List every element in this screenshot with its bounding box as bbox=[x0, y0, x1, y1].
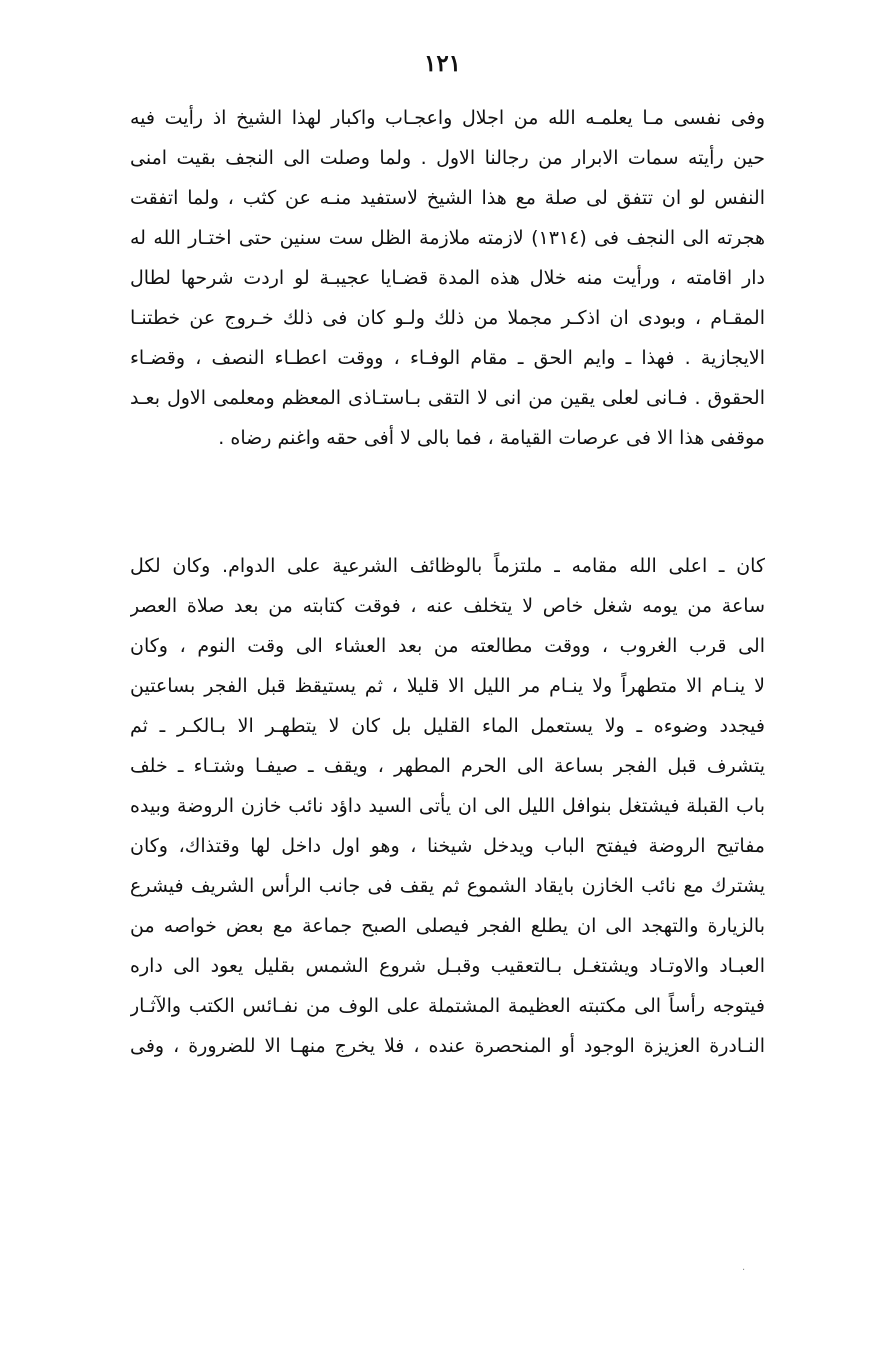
text-line: النـادرة العزيزة الوجود أو المنحصرة عنده ، فلا يخرج منهـا الا للضرورة ، وفى bbox=[130, 1035, 765, 1057]
text-line: النفس لو ان تتفق لى صلة مع هذا الشيخ لاستفيد منـه عن كثب ، ولما اتفقت bbox=[130, 187, 765, 209]
text-line: الايجازية . فهذا ـ وايم الحق ـ مقام الوفـاء ، ووقت اعطـاء النصف ، وقضـاء bbox=[130, 347, 765, 369]
text-line: يشترك مع نائب الخازن بايقاد الشموع ثم يقف فى جانب الرأس الشريف فيشرع bbox=[130, 875, 765, 897]
text-line: العبـاد والاوتـاد ويشتغـل بـالتعقيب وقبـل شروع الشمس بقليل يعود الى داره bbox=[130, 955, 765, 977]
text-line: فيتوجه رأساً الى مكتبته العظيمة المشتملة على الوف من نفـائس الكتب والآثـار bbox=[130, 995, 765, 1017]
text-line: بالزيارة والتهجد الى ان يطلع الفجر فيصلى الصبح جماعة مع بعض خواصه من bbox=[130, 915, 765, 937]
text-line: مفاتيح الروضة فيفتح الباب ويدخل شيخنا ، وهو اول داخل لها وقتذاك، وكان bbox=[130, 835, 765, 857]
text-line: الحقوق . فـانى لعلى يقين من انى لا التقى بـاستـاذى المعظم ومعلمى الاول بعـد bbox=[130, 387, 765, 409]
text-line: وفى نفسى مـا يعلمـه الله من اجلال واعجـاب واكبار لهذا الشيخ اذ رأيت فيه bbox=[130, 107, 765, 129]
scan-speck: . bbox=[742, 1262, 746, 1273]
text-line: الى قرب الغروب ، ووقت مطالعته من بعد العشاء الى وقت النوم ، وكان bbox=[130, 635, 765, 657]
text-line: حين رأيته سمات الابرار من رجالنا الاول . ولما وصلت الى النجف بقيت امنى bbox=[130, 147, 765, 169]
text-line: لا ينـام الا متطهراً ولا ينـام مر الليل الا قليلا ، ثم يستيقظ قبل الفجر بساعتين bbox=[130, 675, 765, 697]
paragraph-1 bbox=[130, 98, 765, 458]
text-line: فيجدد وضوءه ـ ولا يستعمل الماء القليل بل كان لا يتطهـر الا بـالكـر ـ ثم bbox=[130, 715, 765, 737]
text-line: موقفى هذا الا فى عرصات القيامة ، فما بالى لا أفى حقه واغنم رضاه . bbox=[218, 427, 765, 449]
text-line: ساعة من يومه شغل خاص لا يتخلف عنه ، فوقت كتابته من بعد صلاة العصر bbox=[130, 595, 765, 617]
paragraph-2 bbox=[130, 546, 765, 1066]
text-line: باب القبلة فيشتغل بنوافل الليل الى ان يأتى السيد داؤد نائب خازن الروضة وبيده bbox=[130, 795, 765, 817]
text-line: المقـام ، وبودى ان اذكـر مجملا من ذلك ولـو كان فى ذلك خـروج عن خطتنـا bbox=[130, 307, 765, 329]
text-line: يتشرف قبل الفجر بساعة الى الحرم المطهر ، ويقف ـ صيفـا وشتـاء ـ خلف bbox=[130, 755, 765, 777]
page-number: ١٢١ bbox=[423, 50, 462, 77]
text-line: هجرته الى النجف فى (١٣١٤) لازمته ملازمة الظل ست سنين حتى اختـار الله له bbox=[130, 227, 765, 249]
text-line: دار اقامته ، ورأيت منه خلال هذه المدة قضـايا عجيبـة لو اردت شرحها لطال bbox=[130, 267, 765, 289]
text-line: كان ـ اعلى الله مقامه ـ ملتزماً بالوظائف الشرعية على الدوام. وكان لكل bbox=[130, 555, 765, 577]
